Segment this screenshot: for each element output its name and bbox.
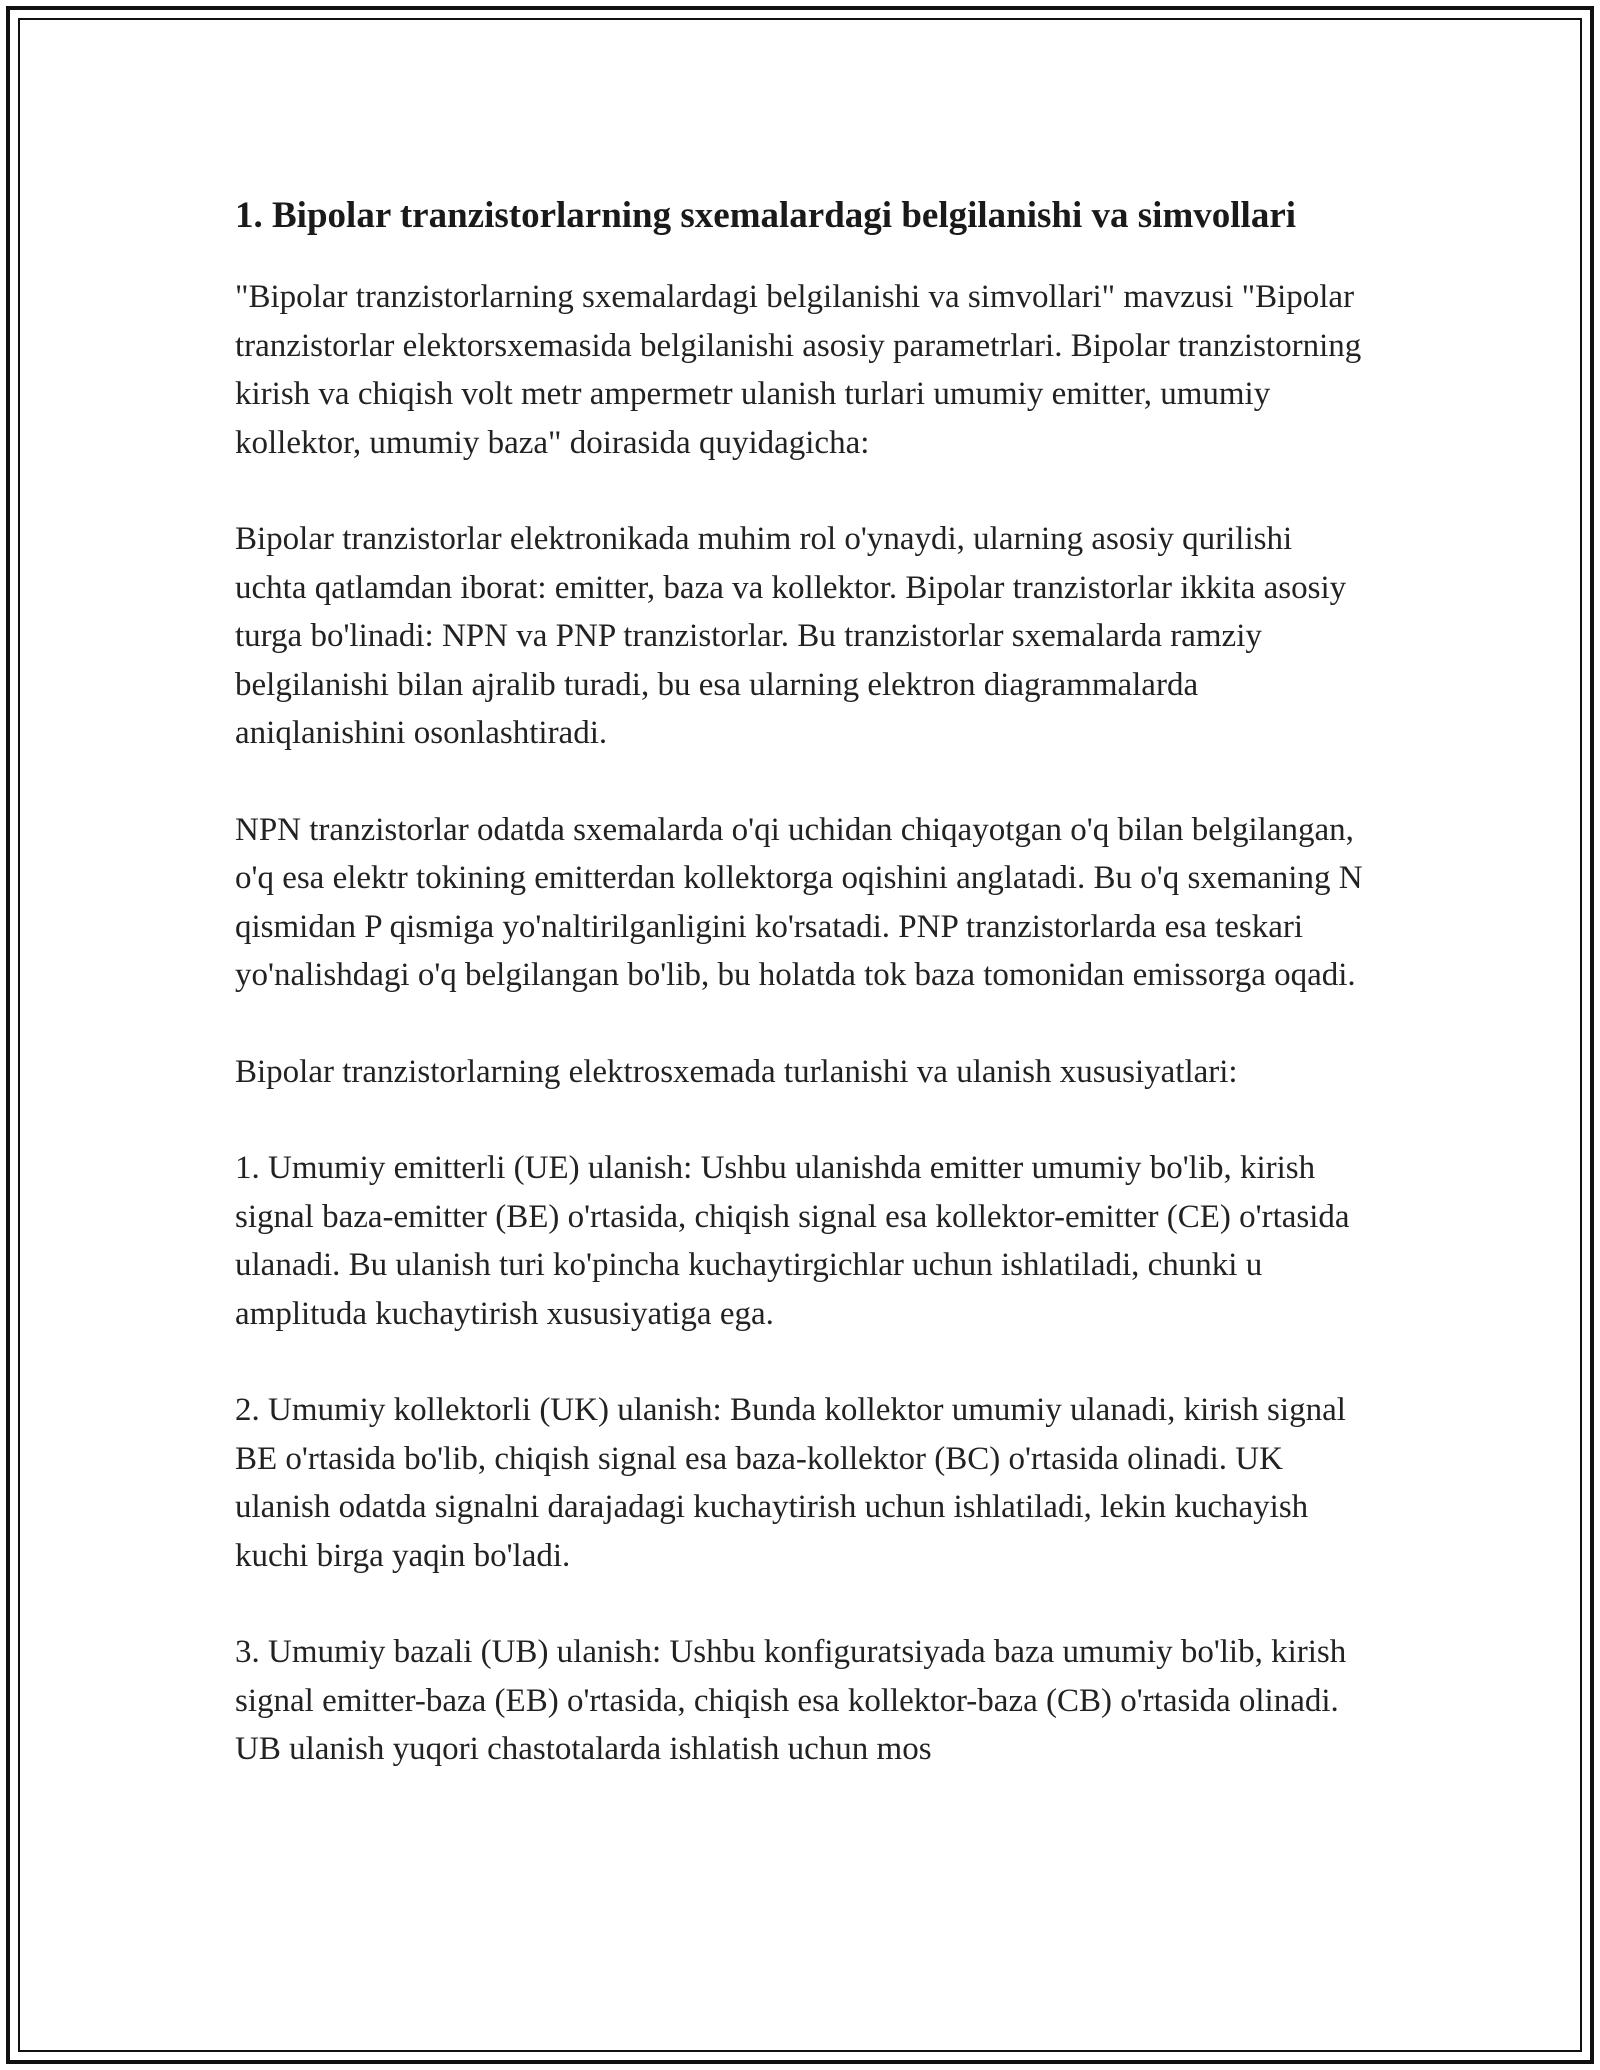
paragraph-common-collector: 2. Umumiy kollektorli (UK) ulanish: Bunda kollektor umumiy ulanadi, kirish signal BE o'rtasida bo'lib, chiqish signal esa baza-kollektor (BC) o'rtasida olinadi. UK ulanish odatda signalni darajadagi kuchaytirish uchun ishlatiladi, lekin kuchayish kuchi birga yaqin bo'ladi. <box>235 1392 1346 1574</box>
document-title: 1. Bipolar tranzistorlarning sxemalardagi belgilanishi va simvollari <box>235 195 1297 236</box>
paragraph-common-base: 3. Umumiy bazali (UB) ulanish: Ushbu konfiguratsiyada baza umumiy bo'lib, kirish signal emitter-baza (EB) o'rtasida, chiqish esa kollektor-baza (CB) o'rtasida olinadi. UB ulanish yuqori chastotalarda ishlatish uchun mos <box>235 1634 1347 1767</box>
paragraph-symbols: NPN tranzistorlar odatda sxemalarda o'qi uchidan chiqayotgan o'q bilan belgilangan, o'q esa elektr tokining emitterdan kollektorga oqishini anglatadi. Bu o'q sxemaning N qismidan P qismiga yo'naltirilganligini ko'rsatadi. PNP tranzistorlarda esa teskari yo'nalishdagi o'q belgilangan bo'lib, bu holatda tok baza tomonidan emissorga oqadi. <box>235 811 1363 993</box>
paragraph-connection-types-heading: Bipolar tranzistorlarning elektrosxemada turlanishi va ulanish xususiyatlari: <box>235 1053 1238 1090</box>
paragraph-intro: "Bipolar tranzistorlarning sxemalardagi belgilanishi va simvollari" mavzusi "Bipolar tranzistorlar elektorsxemasida belgilanishi asosiy parametrlari. Bipolar tranzistorning kirish va chiqish volt metr ampermetr ulanish turlari umumiy emitter, umumiy kollektor, umumiy baza" doirasida quyidagicha: <box>235 279 1362 461</box>
paragraph-overview: Bipolar tranzistorlar elektronikada muhim rol o'ynaydi, ularning asosiy qurilishi uchta qatlamdan iborat: emitter, baza va kollektor. Bipolar tranzistorlar ikkita asosiy turga bo'linadi: NPN va PNP tranzistorlar. Bu tranzistorlar sxemalarda ramziy belgilanishi bilan ajralib turadi, bu esa ularning elektron diagrammalarda aniqlanishini osonlashtiradi. <box>235 521 1347 751</box>
document-body <box>235 188 1365 1822</box>
paragraph-common-emitter: 1. Umumiy emitterli (UE) ulanish: Ushbu ulanishda emitter umumiy bo'lib, kirish signal baza-emitter (BE) o'rtasida, chiqish signal esa kollektor-emitter (CE) o'rtasida ulanadi. Bu ulanish turi ko'pincha kuchaytirgichlar uchun ishlatiladi, chunki u amplituda kuchaytirish xususiyatiga ega. <box>235 1150 1350 1332</box>
